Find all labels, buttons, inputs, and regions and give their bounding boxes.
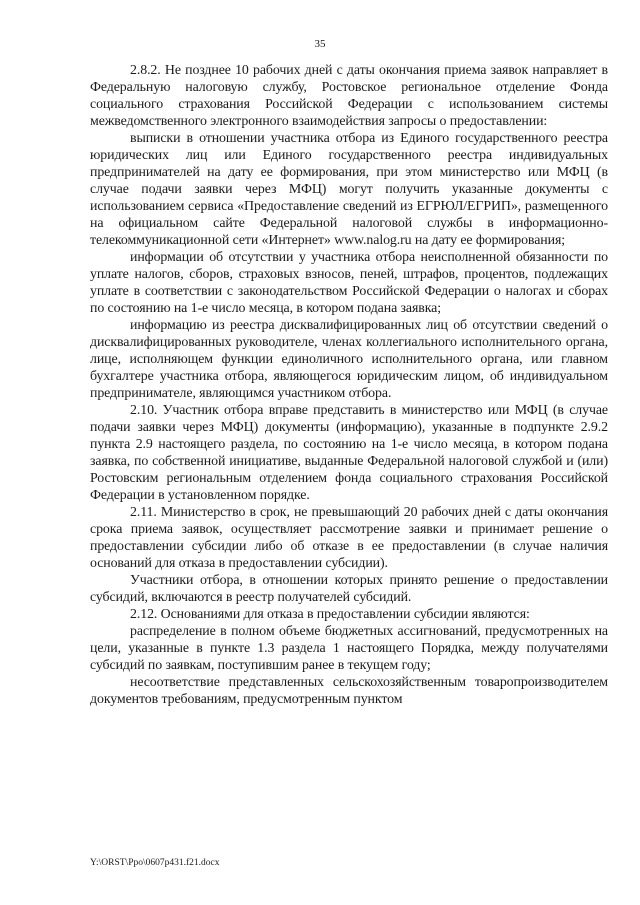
paragraph-disqualified-registry: информацию из реестра дисквалифицированных лиц об отсутствии сведений о дисквалифицированных руководителе, членах коллегиального исполнительного органа, лице, исполняющем функции единоличного исполнительного органа, или главном бухгалтере участника отбора, являющегося юридическим лицом, об индивидуальном предпринимателе, являющимся участником отбора.	[90, 318, 608, 401]
paragraph-2-11: 2.11. Министерство в срок, не превышающий 20 рабочих дней с даты окончания срока приема заявок, осуществляет рассмотрение заявки и принимает решение о предоставлении субсидии либо об отказе в ее предоставлении (в случае наличия оснований для отказа в предоставлении субсидии).	[90, 505, 608, 571]
paragraph-egrul-extract: выписки в отношении участника отбора из Единого государственного реестра юридических лиц или Единого государственного реестра индивидуальных предпринимателей на дату ее формирования, при этом министерство или МФЦ (в случае подачи заявки через МФЦ) могут получить указанные документы с использованием сервиса «Предоставление сведений из ЕГРЮЛ/ЕГРИП», размещенного на официальном сайте Федеральной налоговой службы в информационно-телекоммуникационной сети «Интернет» www.nalog.ru на дату ее формирования;	[90, 131, 608, 248]
footer-file-path: Y:\ORST\Ppo\0607p431.f21.docx	[90, 858, 220, 868]
paragraph-budget-distribution: распределение в полном объеме бюджетных ассигнований, предусмотренных на цели, указанные в пункте 1.3 раздела 1 настоящего Порядка, между получателями субсидий по заявкам, поступившим ранее в текущем году;	[90, 624, 608, 673]
paragraph-2-8-2: 2.8.2. Не позднее 10 рабочих дней с даты окончания приема заявок направляет в Федеральную налоговую службу, Ростовское региональное отделение Фонда социального страхования Российской Федерации с использованием системы межведомственного электронного взаимодействия запросы о предоставлении:	[90, 63, 608, 129]
paragraph-2-12: 2.12. Основаниями для отказа в предоставлении субсидии являются:	[130, 607, 530, 622]
paragraph-2-10: 2.10. Участник отбора вправе представить в министерство или МФЦ (в случае подачи заявки через МФЦ) документы (информацию), указанные в подпункте 2.9.2 пункта 2.9 настоящего раздела, по состоянию на 1-е число месяца, в котором подана заявка, по собственной инициативе, выданные Федеральной налоговой службой и (или) Ростовским региональным отделением фонда социального страхования Российской Федерации в установленном порядке.	[90, 403, 608, 503]
document-body	[90, 62, 608, 708]
paragraph-non-compliance: несоответствие представленных сельскохозяйственным товаропроизводителем документов требованиям, предусмотренным пунктом	[90, 675, 608, 707]
paragraph-subsidy-registry: Участники отбора, в отношении которых принято решение о предоставлении субсидий, включаются в реестр получателей субсидий.	[90, 573, 608, 605]
paragraph-tax-debt-info: информации об отсутствии у участника отбора неисполненной обязанности по уплате налогов, сборов, страховых взносов, пеней, штрафов, процентов, подлежащих уплате в соответствии с законодательством Российской Федерации о налогах и сборах по состоянию на 1-е число месяца, в котором подана заявка;	[90, 250, 608, 316]
page-number: 35	[314, 38, 326, 50]
